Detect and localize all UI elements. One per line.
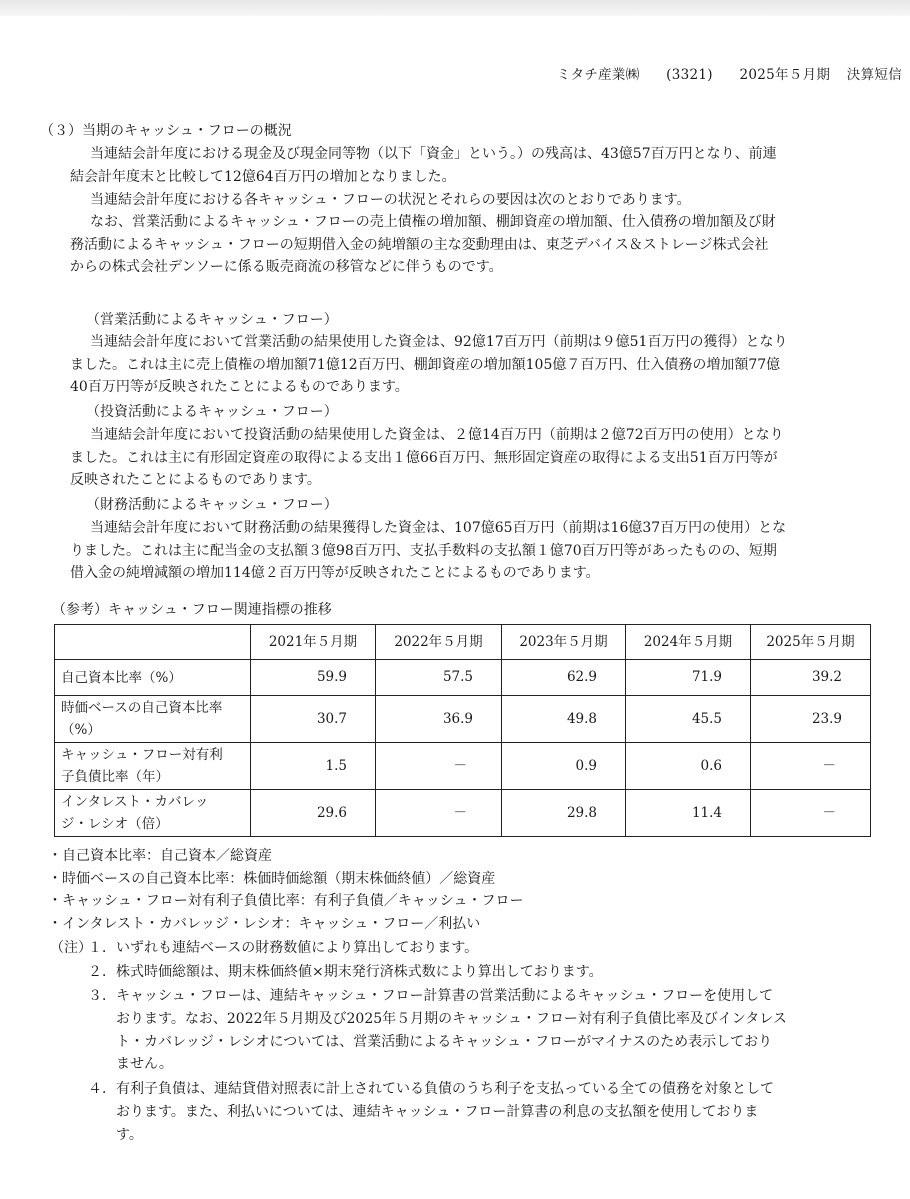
table-cell: 49.8 [502, 696, 626, 743]
page-header [535, 64, 902, 87]
table-corner-cell [55, 625, 251, 660]
row-label-text: 子負債比率（年） [61, 769, 169, 785]
table-cell: 11.4 [626, 790, 751, 837]
note-text: キャッシュ・フローは、連結キャッシュ・フロー計算書の営業活動によるキャッシュ・フローを使用して [116, 988, 774, 1004]
definition-item: ・時価ベースの自己資本比率：株価時価総額（期末株価終値）／総資産 [48, 870, 496, 887]
paragraph-line: 当連結会計年度において財務活動の結果獲得した資金は、107億65百万円（前期は16億37百万円の使用）とな [90, 520, 787, 536]
paragraph-line: 当連結会計年度における各キャッシュ・フローの状況とそれらの要因は次のとおりであります。 [90, 192, 691, 208]
paragraph-line: 反映されたことによるものであります。 [70, 472, 321, 488]
investing-heading: （投資活動によるキャッシュ・フロー） [86, 404, 338, 420]
paragraph-line: 借入金の純増減額の増加114億２百万円等が反映されたことによるものであります。 [70, 565, 600, 581]
table-cell: 29.8 [502, 790, 626, 837]
table-row [55, 696, 871, 743]
note-text: ト・カバレッジ・レシオについては、営業活動によるキャッシュ・フローがマイナスのため表示しており [116, 1033, 773, 1050]
note-text: 株式時価総額は、期末株価終値×期末発行済株式数により算出しております。 [116, 964, 603, 980]
table-cell: 36.9 [376, 696, 502, 743]
column-header: 2023年５月期 [502, 625, 626, 660]
table-cell: 23.9 [751, 696, 871, 743]
cashflow-indicator-table [54, 624, 871, 837]
row-label-text: 時価ベースの自己資本比率 [61, 700, 223, 716]
operating-heading: （営業活動によるキャッシュ・フロー） [86, 312, 338, 328]
note-continuation [116, 1101, 758, 1146]
note-text: 有利子負債は、連結貸借対照表に計上されている負債のうち利子を支払っている全ての債務を対象として [116, 1081, 774, 1097]
table-cell: 39.2 [751, 660, 871, 696]
paragraph-line: 当連結会計年度において投資活動の結果使用した資金は、２億14百万円（前期は２億72百万円の使用）となり [90, 427, 784, 443]
row-label-text: 自己資本比率（%） [61, 669, 182, 686]
paragraph-line: 結会計年度末と比較して12億64百万円の増加となりました。 [70, 168, 456, 185]
paragraph-intro [70, 189, 870, 212]
table-cell: 29.6 [251, 790, 376, 837]
financing-heading: （財務活動によるキャッシュ・フロー） [86, 497, 338, 513]
note-number: ４． [88, 1081, 116, 1097]
row-label [55, 660, 251, 696]
header-company: ミタチ産業㈱ [556, 67, 640, 83]
definitions-list [48, 845, 523, 935]
table-row [55, 743, 871, 790]
table-caption: （参考）キャッシュ・フロー関連指標の推移 [52, 602, 332, 618]
note-item [88, 961, 603, 984]
operating-paragraph [70, 331, 870, 399]
row-label-text: インタレスト・カバレッ [61, 794, 209, 810]
note-text: おります。なお、2022年５月期及び2025年５月期のキャッシュ・フロー対有利子負債比率及びインタレス [116, 1011, 787, 1027]
definition-item: ・自己資本比率：自己資本／総資産 [48, 848, 272, 864]
row-label [55, 696, 251, 743]
table-row [55, 660, 871, 696]
paragraph-note [70, 211, 870, 279]
paragraph-line: りました。これは主に配当金の支払額３億98百万円、支払手数料の支払額１億70百万円等があったものの、短期 [70, 542, 777, 559]
section-title: （３）当期のキャッシュ・フローの概況 [40, 123, 292, 139]
paragraph-line: 40百万円等が反映されたことによるものであります。 [70, 379, 409, 395]
table-cell: 30.7 [251, 696, 376, 743]
table-cell: 62.9 [502, 660, 626, 696]
row-label [55, 743, 251, 790]
note-text: す。 [116, 1126, 143, 1143]
note-item [88, 985, 773, 1008]
table-cell: － [376, 743, 502, 790]
table-cell: 0.6 [626, 743, 751, 790]
paragraph-line: 務活動によるキャッシュ・フローの短期借入金の純増額の主な変動理由は、東芝デバイス＆ストレージ株式会社 [70, 236, 769, 253]
header-code: (3321) [666, 67, 713, 83]
header-period: 2025年５月期 [739, 67, 831, 83]
note-item [88, 1078, 774, 1101]
note-text: ません。 [116, 1056, 173, 1072]
paragraph-line: 当連結会計年度における現金及び現金同等物（以下「資金」という。）の残高は、43億57百万円となり、前連 [90, 146, 777, 162]
paragraph-line: なお、営業活動によるキャッシュ・フローの売上債権の増加額、棚卸資産の増加額、仕入債務の増加額及び財 [90, 214, 776, 230]
table-row [55, 790, 871, 837]
paragraph-line: 当連結会計年度において営業活動の結果使用した資金は、92億17百万円（前期は９億51百万円の獲得）となり [90, 334, 788, 350]
table-cell: 1.5 [251, 743, 376, 790]
column-header: 2024年５月期 [626, 625, 751, 660]
paragraph-line: ました。これは主に有形固定資産の取得による支出１億66百万円、無形固定資産の取得による支出51百万円等が [70, 449, 778, 466]
note-text: おります。また、利払いについては、連結キャッシュ・フロー計算書の利息の支払額を使用しておりま [116, 1104, 759, 1120]
table-header-row [55, 625, 871, 660]
row-label-text: ジ・レシオ（倍） [61, 816, 169, 832]
row-label-text: （%） [61, 722, 101, 738]
row-label-text: キャッシュ・フロー対有利 [61, 747, 223, 763]
financing-paragraph [70, 517, 870, 585]
column-header: 2021年５月期 [251, 625, 376, 660]
table-cell: － [751, 790, 871, 837]
note-number: ２． [88, 964, 116, 980]
paragraph-line: からの株式会社デンソーに係る販売商流の移管などに伴うものです。 [70, 259, 503, 275]
note-number: １． [88, 940, 116, 956]
column-header: 2025年５月期 [751, 625, 871, 660]
note-text: いずれも連結ベースの財務数値により算出しております。 [116, 940, 479, 956]
column-header: 2022年５月期 [376, 625, 502, 660]
note-number: ３． [88, 988, 116, 1004]
paragraph-balance [70, 143, 870, 188]
table-cell: 45.5 [626, 696, 751, 743]
table-cell: 71.9 [626, 660, 751, 696]
notes-prefix: （注） [50, 940, 92, 956]
investing-paragraph [70, 424, 870, 492]
table-cell: 59.9 [251, 660, 376, 696]
paragraph-line: ました。これは主に売上債権の増加額71億12百万円、棚卸資産の増加額105億７百万円、仕入債務の増加額77億 [70, 356, 781, 373]
definition-item: ・キャッシュ・フロー対有利子負債比率：有利子負債／キャッシュ・フロー [48, 893, 524, 909]
note-continuation [116, 1008, 787, 1076]
table-cell: 57.5 [376, 660, 502, 696]
table-cell: － [376, 790, 502, 837]
definition-item: ・インタレスト・カバレッジ・レシオ：キャッシュ・フロー／利払い [48, 915, 481, 932]
note-item [88, 937, 478, 960]
table-cell: － [751, 743, 871, 790]
header-doc-type: 決算短信 [846, 67, 902, 83]
table-cell: 0.9 [502, 743, 626, 790]
row-label [55, 790, 251, 837]
